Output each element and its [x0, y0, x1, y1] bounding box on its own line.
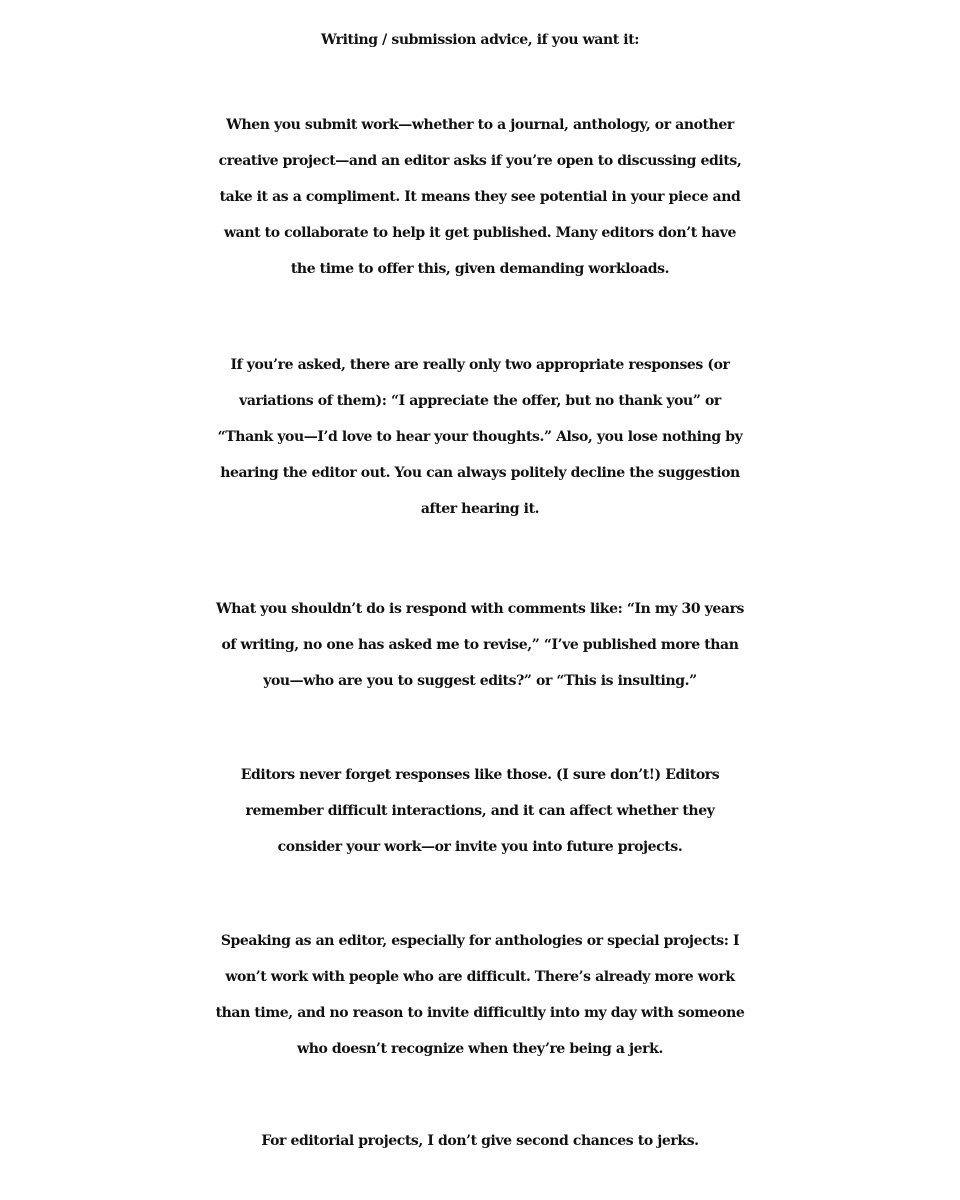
paragraph-line: after hearing it. [420, 501, 540, 517]
paragraph-line: who doesn’t recognize when they’re being a jerk. [297, 1041, 663, 1057]
paragraph-line: take it as a compliment. It means they see potential in your piece and [219, 189, 741, 205]
paragraph-line: “Thank you—I’d love to hear your thoughts.” Also, you lose nothing by [217, 429, 743, 445]
paragraph-line: the time to offer this, given demanding workloads. [290, 261, 670, 277]
paragraph-line: What you shouldn’t do is respond with comments like: “In my 30 years [215, 601, 745, 617]
paragraph-line: Speaking as an editor, especially for anthologies or special projects: I [220, 933, 740, 949]
paragraph-line: creative project—and an editor asks if you’re open to discussing edits, [218, 153, 742, 169]
paragraph-line: If you’re asked, there are really only two appropriate responses (or [230, 357, 730, 373]
paragraph-line: variations of them): “I appreciate the offer, but no thank you” or [239, 393, 721, 409]
paragraph-line: of writing, no one has asked me to revise,” “I’ve published more than [221, 637, 739, 653]
closing-line: For editorial projects, I don’t give second chances to jerks. [261, 1133, 699, 1149]
paragraph-line: consider your work—or invite you into future projects. [277, 839, 683, 855]
advice-title: Writing / submission advice, if you want it: [320, 32, 640, 48]
paragraph-line: hearing the editor out. You can always politely decline the suggestion [220, 465, 740, 481]
paragraph-line: Editors never forget responses like those. (I sure don’t!) Editors [240, 767, 720, 783]
paragraph-line: want to collaborate to help it get published. Many editors don’t have [224, 225, 736, 241]
paragraph-line: When you submit work—whether to a journal, anthology, or another [226, 117, 734, 133]
paragraph-line: won’t work with people who are difficult. There’s already more work [225, 969, 735, 985]
paragraph-line: remember difficult interactions, and it can affect whether they [245, 803, 715, 819]
paragraph-line: than time, and no reason to invite difficultly into my day with someone [215, 1005, 745, 1021]
paragraph-line: you—who are you to suggest edits?” or “This is insulting.” [263, 673, 697, 689]
